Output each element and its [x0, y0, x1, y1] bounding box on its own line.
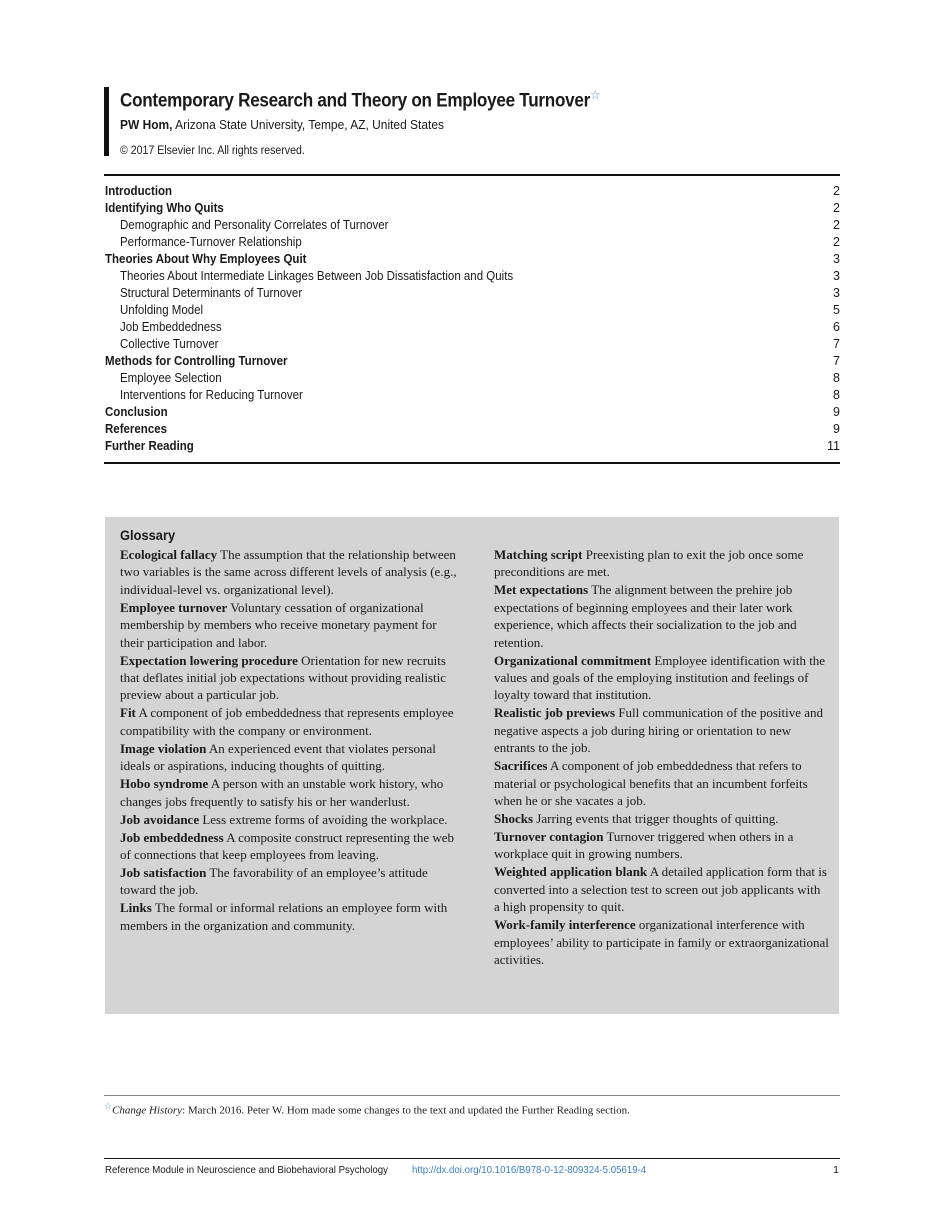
toc-entry-label: Further Reading	[105, 439, 194, 453]
toc-entry-page: 6	[833, 320, 840, 334]
glossary-definition: A component of job embeddedness that refers to material or psychological benefits that an incumbent forfeits when he or she vacates a job.	[494, 758, 808, 809]
toc-entry[interactable]	[104, 285, 840, 302]
glossary-entry	[494, 704, 829, 756]
glossary-term: Turnover contagion	[494, 829, 604, 845]
toc-entry-page: 3	[833, 269, 840, 283]
glossary-term: Matching script	[494, 547, 583, 562]
glossary-box	[105, 517, 839, 1014]
glossary-definition: A detailed application form that is converted into a selection test to screen out job applicants with a high propensity to quit.	[494, 864, 827, 915]
table-of-contents	[104, 174, 840, 464]
glossary-entry	[494, 916, 829, 968]
glossary-term: Shocks	[494, 811, 534, 827]
glossary-term: Hobo syndrome	[120, 776, 209, 792]
glossary-entry	[120, 775, 460, 810]
glossary-definition: The favorability of an employee’s attitude toward the job.	[120, 865, 428, 898]
page-footer	[104, 1164, 840, 1180]
article-title	[120, 87, 600, 112]
glossary-term: Expectation lowering procedure	[120, 652, 298, 668]
glossary-definition: Orientation for new recruits that deflates initial job expectations without providing realistic preview about a particular job.	[120, 652, 447, 703]
glossary-definition: Preexisting plan to exit the job once some preconditions are met.	[494, 547, 804, 580]
change-history-footnote	[104, 1101, 630, 1117]
glossary-entry	[120, 864, 460, 899]
header-accent-bar	[104, 87, 109, 156]
footnote-label: Change History	[112, 1104, 183, 1117]
toc-entry-label: Job Embeddedness	[120, 320, 222, 334]
glossary-entry	[120, 829, 460, 864]
toc-entry-page: 5	[833, 303, 840, 317]
glossary-entry	[120, 740, 460, 775]
glossary-column-left	[120, 546, 460, 935]
toc-entry-page: 7	[833, 354, 840, 368]
article-header	[104, 87, 844, 157]
glossary-term: Sacrifices	[494, 758, 548, 774]
toc-entry[interactable]	[104, 336, 840, 353]
toc-entry-label: Employee Selection	[120, 371, 222, 385]
glossary-entry	[120, 652, 460, 704]
toc-entry-label: Identifying Who Quits	[105, 201, 224, 215]
footnote-star-icon: ☆	[104, 1101, 113, 1111]
glossary-definition: An experienced event that violates personal ideals or aspirations, inducing thoughts of quitting.	[120, 740, 436, 774]
glossary-definition: organizational interference with employees’ ability to participate in family or extraorganizational activities.	[494, 917, 829, 968]
toc-entry-label: Theories About Intermediate Linkages Between Job Dissatisfaction and Quits	[120, 269, 514, 283]
copyright-notice: © 2017 Elsevier Inc. All rights reserved.	[120, 145, 305, 157]
toc-entry-label: References	[105, 422, 168, 436]
glossary-term: Job avoidance	[120, 811, 200, 827]
glossary-definition: The formal or informal relations an employee form with members in the organization and community.	[120, 900, 448, 933]
toc-entry[interactable]	[104, 234, 840, 251]
glossary-definition: The assumption that the relationship between two variables is the same across different levels of analysis (e.g., individual-level vs. organizational level).	[120, 547, 457, 597]
toc-entry-page: 11	[827, 439, 840, 453]
toc-entry-label: Introduction	[105, 184, 173, 198]
glossary-term: Ecological fallacy	[120, 547, 218, 562]
footnote-text: : March 2016. Peter W. Hom made some changes to the text and updated the Further Reading section.	[182, 1104, 630, 1117]
glossary-term: Fit	[120, 705, 136, 721]
toc-entry-label: Theories About Why Employees Quit	[105, 252, 307, 266]
glossary-term: Met expectations	[494, 582, 589, 598]
glossary-entry	[494, 810, 829, 827]
toc-entry[interactable]	[104, 438, 840, 455]
glossary-term: Job embeddedness	[120, 829, 224, 845]
toc-entry-label: Demographic and Personality Correlates of Turnover	[120, 218, 389, 232]
glossary-entry	[120, 811, 460, 828]
toc-entry[interactable]	[104, 302, 840, 319]
glossary-definition: A component of job embeddedness that represents employee compatibility with the company or environment.	[120, 705, 454, 738]
title-star-icon[interactable]: ☆	[589, 87, 601, 102]
glossary-definition: The alignment between the prehire job expectations of beginning employees and their later work experience, which affects their socialization to the job and retention.	[494, 582, 797, 650]
glossary-entry	[494, 546, 829, 581]
glossary-term: Organizational commitment	[494, 652, 652, 668]
footer-journal-title: Reference Module in Neuroscience and Biobehavioral Psychology	[105, 1164, 389, 1176]
glossary-definition: Employee identification with the values and goals of the employing institution and feelings of loyalty toward that institution.	[494, 652, 826, 703]
toc-entry-page: 2	[833, 235, 840, 249]
glossary-term: Weighted application blank	[494, 864, 648, 880]
glossary-entry	[494, 581, 829, 651]
glossary-definition: A composite construct representing the web of connections that keep employees from leaving.	[120, 829, 455, 863]
toc-entry[interactable]	[104, 353, 840, 370]
page-number: 1	[833, 1164, 839, 1176]
glossary-entry	[494, 757, 829, 809]
glossary-column-right	[494, 546, 829, 969]
toc-entry[interactable]	[104, 200, 840, 217]
glossary-entry	[120, 546, 460, 598]
toc-entry[interactable]	[104, 319, 840, 336]
toc-entry[interactable]	[104, 387, 840, 404]
glossary-term: Employee turnover	[120, 599, 228, 615]
toc-entry-label: Performance-Turnover Relationship	[120, 235, 302, 249]
glossary-entry	[120, 599, 460, 651]
author-line	[120, 117, 444, 132]
toc-entry-label: Collective Turnover	[120, 337, 219, 351]
footer-divider	[104, 1158, 840, 1159]
glossary-definition: Turnover triggered when others in a workplace quit in growing numbers.	[494, 829, 794, 862]
toc-entry[interactable]	[104, 251, 840, 268]
glossary-term: Job satisfaction	[120, 865, 207, 881]
toc-entry[interactable]	[104, 404, 840, 421]
toc-entry-page: 2	[833, 218, 840, 232]
toc-entry-page: 2	[833, 184, 840, 198]
glossary-term: Image violation	[120, 740, 207, 756]
doi-link[interactable]: http://dx.doi.org/10.1016/B978-0-12-809324-5.05619-4	[412, 1164, 647, 1176]
glossary-entry	[494, 863, 829, 915]
toc-entry[interactable]	[104, 183, 840, 200]
toc-entry-page: 9	[833, 405, 840, 419]
toc-entry-label: Interventions for Reducing Turnover	[120, 388, 303, 402]
glossary-title: Glossary	[120, 527, 176, 543]
toc-entry-label: Methods for Controlling Turnover	[105, 354, 288, 368]
glossary-definition: Full communication of the positive and negative aspects a job during hiring or orientation to new entrants to the job.	[494, 705, 824, 756]
author-name: PW Hom,	[120, 117, 173, 132]
glossary-definition: Voluntary cessation of organizational membership by members who receive monetary payment for their participation and labor.	[120, 599, 437, 650]
glossary-definition: Jarring events that trigger thoughts of quitting.	[536, 811, 779, 827]
toc-entry[interactable]	[104, 370, 840, 387]
toc-entry-page: 8	[833, 371, 840, 385]
toc-entry[interactable]	[104, 421, 840, 438]
glossary-definition: Less extreme forms of avoiding the workplace.	[202, 811, 448, 827]
toc-entry-page: 8	[833, 388, 840, 402]
footnote-divider	[104, 1095, 840, 1096]
toc-entry-page: 9	[833, 422, 840, 436]
article-title-text: Contemporary Research and Theory on Employee Turnover	[120, 90, 590, 112]
toc-entry-label: Conclusion	[105, 405, 168, 419]
glossary-entry	[120, 704, 460, 739]
toc-entry-page: 3	[833, 252, 840, 266]
toc-entry-page: 7	[833, 337, 840, 351]
toc-entry[interactable]	[104, 268, 840, 285]
toc-entry[interactable]	[104, 217, 840, 234]
glossary-entry	[494, 828, 829, 863]
author-affiliation: Arizona State University, Tempe, AZ, United States	[175, 117, 444, 132]
glossary-entry	[120, 899, 460, 934]
glossary-entry	[494, 652, 829, 704]
toc-entry-label: Structural Determinants of Turnover	[120, 286, 303, 300]
glossary-term: Work-family interference	[494, 917, 636, 933]
toc-entry-page: 2	[833, 201, 840, 215]
glossary-definition: A person with an unstable work history, who changes jobs frequently to satisfy his or her wanderlust.	[120, 776, 444, 809]
glossary-term: Realistic job previews	[494, 705, 616, 721]
toc-entry-label: Unfolding Model	[120, 303, 204, 317]
glossary-term: Links	[120, 900, 152, 916]
toc-entry-page: 3	[833, 286, 840, 300]
